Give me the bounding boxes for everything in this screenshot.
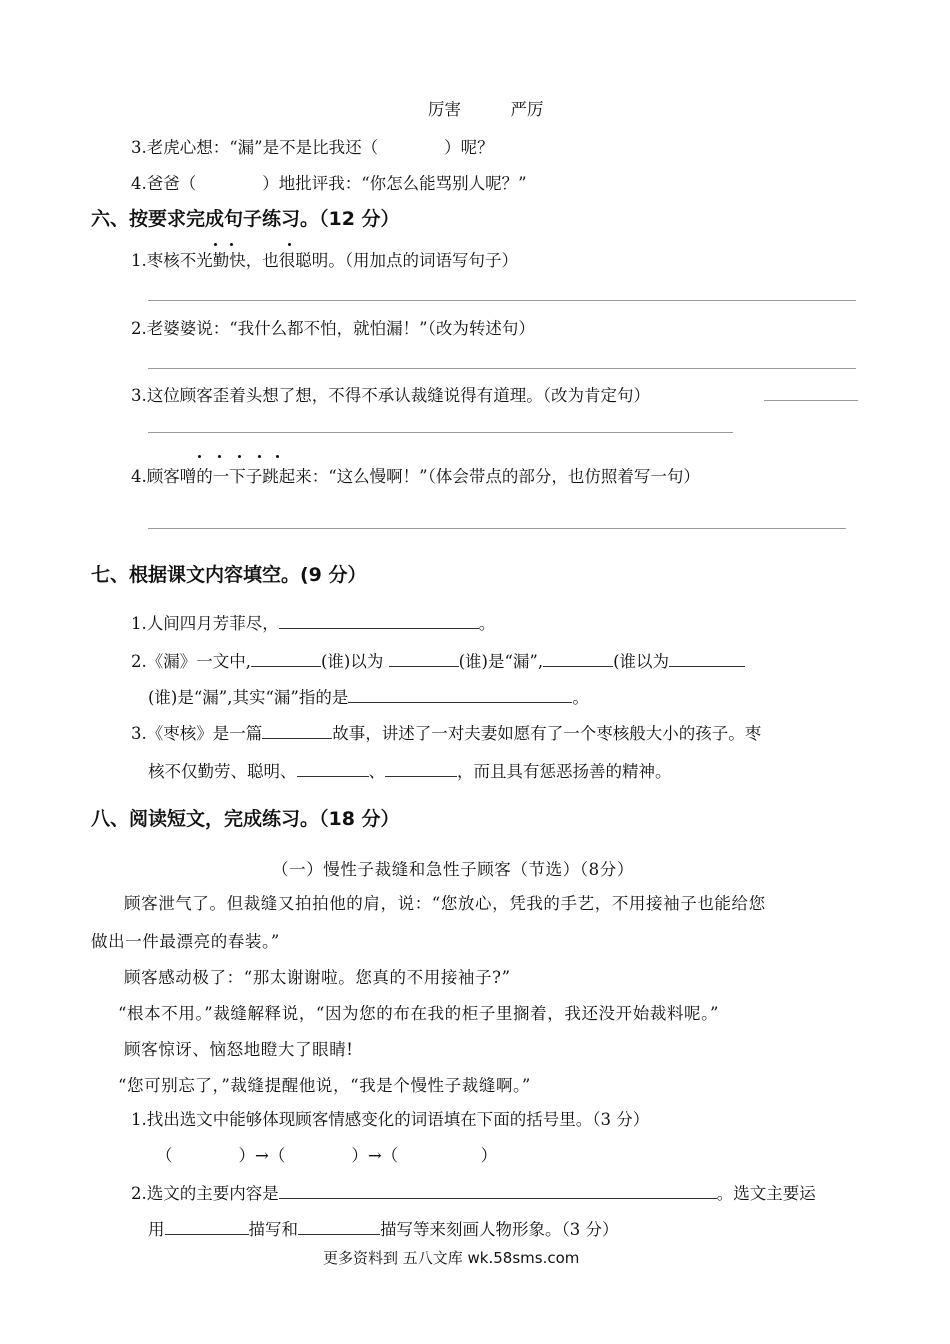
passage-paragraph: 顾客感动极了：“那太谢谢啦。您真的不用接袖子?”	[124, 968, 511, 987]
footer-source: 更多资料到 五八文库 wk.58sms.com	[323, 1249, 580, 1267]
question-8-1: 1.找出选文中能够体现顾客情感变化的词语填在下面的括号里。（3 分）	[131, 1110, 650, 1129]
passage-paragraph: 做出一件最漂亮的春装。”	[91, 932, 280, 951]
question-text: 、	[368, 762, 385, 781]
section-7-title: 七、根据课文内容填空。(9 分）	[91, 564, 367, 586]
question-text: 。选文主要运	[716, 1184, 816, 1203]
question-8-2	[131, 1180, 816, 1204]
question-text: (谁)是“漏”,	[458, 652, 544, 671]
question-7-3-cont	[148, 758, 672, 782]
blank[interactable]	[385, 760, 457, 777]
question-text: ，而且具有惩恶扬善的精神。	[457, 762, 672, 781]
passage-paragraph: 顾客泄气了。但裁缝又拍拍他的肩，说：“您放心，凭我的手艺，不用接袖子也能给您	[124, 894, 766, 913]
answer-line[interactable]	[148, 432, 733, 433]
question-text: (谁以为	[613, 652, 670, 671]
passage-paragraph: “您可别忘了，”裁缝提醒他说，“我是个慢性子裁缝啊。”	[118, 1076, 531, 1095]
answer-brackets[interactable]: （ ）→（ ）→（ ）	[156, 1146, 498, 1165]
question-6-1: 1.枣核不光勤快，也很聪明。（用加点的词语写句子）	[131, 251, 518, 270]
blank[interactable]	[251, 650, 321, 667]
question-text: 1.人间四月芳菲尽，	[131, 614, 279, 633]
question-8-2-cont	[148, 1216, 619, 1240]
emphasis-dot	[198, 455, 201, 458]
blank[interactable]	[543, 650, 613, 667]
answer-line[interactable]	[764, 400, 858, 401]
question-7-1	[131, 610, 495, 634]
blank[interactable]	[348, 686, 572, 703]
emphasis-dot	[230, 243, 233, 246]
question-5-4: 4.爸爸（ ）地批评我：“你怎么能骂别人呢？”	[131, 174, 527, 193]
blank[interactable]	[297, 760, 369, 777]
blank[interactable]	[389, 650, 459, 667]
section-6-title: 六、按要求完成句子练习。（12 分）	[91, 208, 400, 230]
blank[interactable]	[279, 612, 479, 629]
answer-line[interactable]	[148, 300, 856, 301]
blank[interactable]	[279, 1182, 717, 1199]
question-6-4: 4.顾客噌的一下子跳起来：“这么慢啊！”（体会带点的部分，也仿照着写一句）	[131, 467, 700, 486]
question-text: 描写等来刻画人物形象。（3 分）	[380, 1220, 619, 1239]
question-text: (谁)以为	[321, 652, 384, 671]
emphasis-dot	[218, 455, 221, 458]
blank[interactable]	[669, 650, 745, 667]
question-text: 用	[148, 1220, 165, 1239]
question-5-3: 3.老虎心想：“漏”是不是比我还（ ）呢？	[131, 138, 494, 157]
section-8-title: 八、阅读短文，完成练习。（18 分）	[91, 808, 400, 830]
emphasis-dot	[276, 455, 279, 458]
answer-line[interactable]	[148, 528, 846, 529]
answer-line[interactable]	[148, 368, 856, 369]
emphasis-dot	[238, 455, 241, 458]
emphasis-dot	[214, 243, 217, 246]
question-6-2: 2.老婆婆说：“我什么都不怕，就怕漏！”（改为转述句）	[131, 319, 535, 338]
question-text: 3.《枣核》是一篇	[131, 724, 263, 743]
question-text: 。	[478, 614, 496, 633]
question-text: 2.《漏》一文中,	[131, 652, 251, 671]
passage-paragraph: “根本不用。”裁缝解释说，“因为您的布在我的柜子里搁着，我还没开始裁料呢。”	[118, 1004, 720, 1023]
question-text: 故事，讲述了一对夫妻如愿有了一个枣核般大小的孩子。枣	[332, 724, 762, 743]
word-options: 厉害 严厉	[428, 100, 544, 119]
passage-subtitle: （一）慢性子裁缝和急性子顾客（节选）（8分）	[272, 860, 634, 879]
question-6-3: 3.这位顾客歪着头想了想，不得不承认裁缝说得有道理。（改为肯定句）	[131, 386, 650, 405]
question-7-3	[131, 720, 761, 744]
question-text: (谁)是“漏”,其实“漏”指的是	[148, 688, 349, 707]
emphasis-dot	[288, 243, 291, 246]
question-7-2	[131, 648, 745, 672]
question-text: 2.选文的主要内容是	[131, 1184, 279, 1203]
question-7-2-cont	[148, 684, 589, 708]
passage-paragraph: 顾客惊讶、恼怒地瞪大了眼睛!	[124, 1040, 354, 1059]
emphasis-dot	[258, 455, 261, 458]
question-text: 。	[572, 688, 589, 707]
question-text: 核不仅勤劳、聪明、	[148, 762, 297, 781]
question-text: 描写和	[248, 1220, 298, 1239]
blank[interactable]	[165, 1218, 249, 1235]
blank[interactable]	[298, 1218, 380, 1235]
blank[interactable]	[262, 722, 332, 739]
